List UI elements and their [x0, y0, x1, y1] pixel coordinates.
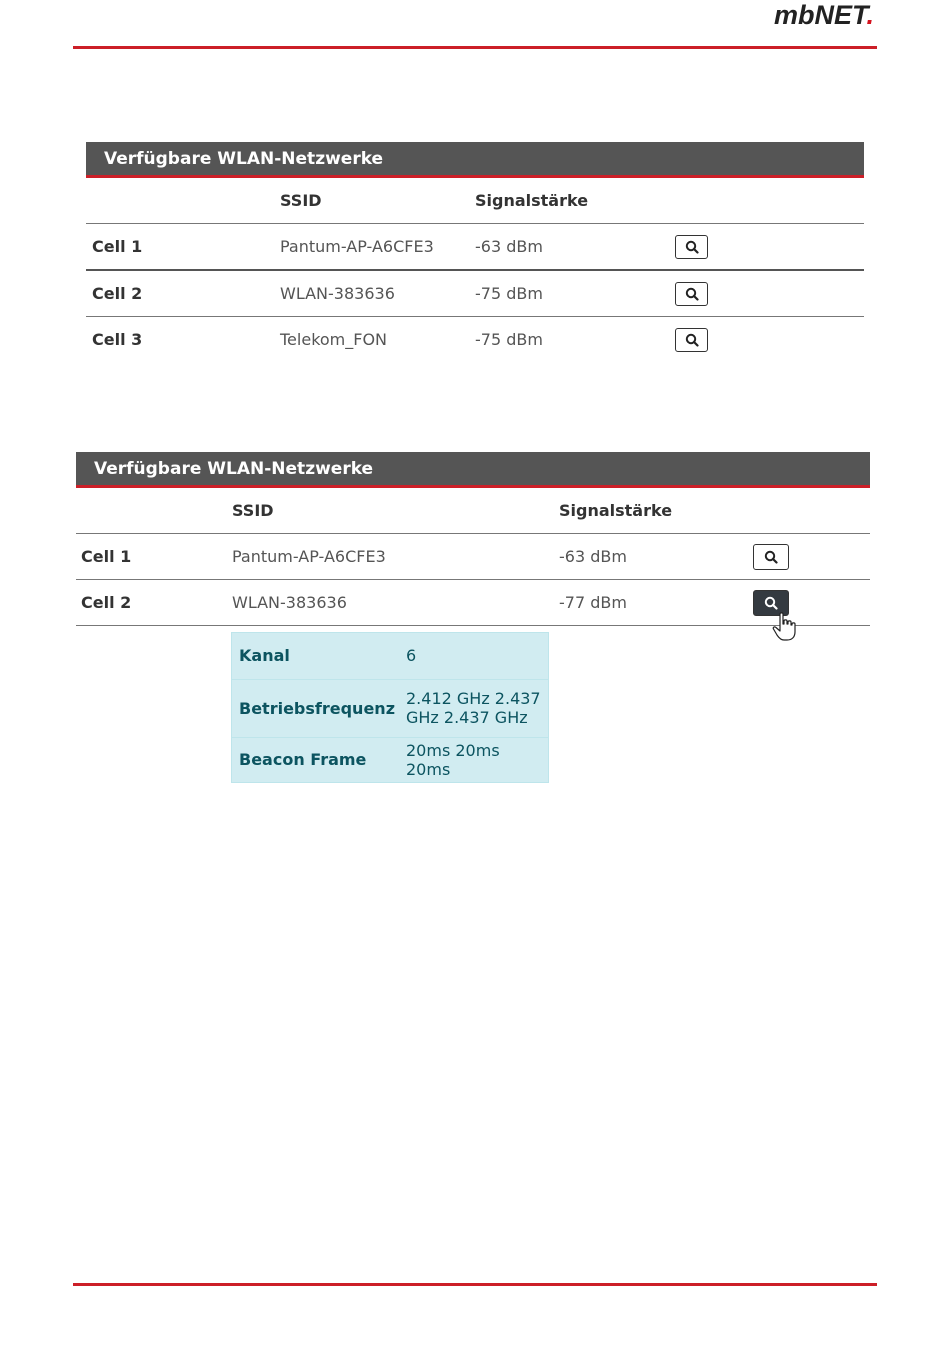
logo-text: mbNET	[773, 0, 867, 30]
footer-rule	[73, 1283, 877, 1286]
details-key: Beacon Frame	[232, 737, 402, 782]
ssid-value: WLAN-383636	[232, 580, 559, 626]
brand-logo	[774, 0, 874, 31]
column-header-cell	[76, 488, 232, 534]
ssid-value: Pantum-AP-A6CFE3	[232, 534, 559, 580]
details-value: 20ms 20ms 20ms	[402, 737, 548, 782]
table-row	[76, 534, 870, 580]
wlan-panel-1	[86, 142, 864, 362]
details-key: Betriebsfrequenz	[232, 679, 402, 737]
column-header-cell	[86, 178, 280, 224]
panel-1-title: Verfügbare WLAN-Netzwerke	[104, 148, 384, 169]
table-row	[86, 317, 864, 363]
details-value: 6	[406, 646, 417, 666]
column-header-signal: Signalstärke	[475, 191, 589, 210]
cell-name: Cell 2	[86, 270, 280, 317]
search-icon	[764, 550, 778, 564]
signal-value: -75 dBm	[475, 270, 670, 317]
hand-pointer-icon	[772, 612, 798, 642]
column-header-ssid: SSID	[280, 191, 322, 210]
details-button[interactable]	[753, 544, 789, 570]
column-header-signal: Signalstärke	[559, 501, 673, 520]
table-header-row	[86, 178, 864, 224]
wlan-table-1	[86, 178, 864, 362]
ssid-value: WLAN-383636	[280, 270, 475, 317]
signal-value: -63 dBm	[475, 224, 670, 271]
table-header-row	[76, 488, 870, 534]
cell-name: Cell 1	[86, 224, 280, 271]
table-row	[76, 580, 870, 626]
cell-name: Cell 2	[76, 580, 232, 626]
panel-2-title: Verfügbare WLAN-Netzwerke	[94, 458, 374, 479]
logo-dot: .	[866, 0, 874, 30]
details-row	[232, 737, 548, 782]
panel-2-header	[76, 452, 870, 488]
cell-name: Cell 1	[76, 534, 232, 580]
panel-1-header	[86, 142, 864, 178]
details-button[interactable]	[675, 235, 708, 259]
signal-value: -77 dBm	[559, 580, 748, 626]
wlan-table-2	[76, 488, 870, 626]
details-row	[232, 679, 548, 737]
details-button[interactable]	[675, 328, 708, 352]
ssid-value: Pantum-AP-A6CFE3	[280, 224, 475, 271]
wlan-panel-2	[76, 452, 870, 626]
signal-value: -75 dBm	[475, 317, 670, 363]
search-icon	[685, 287, 699, 301]
details-button[interactable]	[675, 282, 708, 306]
search-icon	[685, 333, 699, 347]
signal-value: -63 dBm	[559, 534, 748, 580]
search-icon	[685, 240, 699, 254]
details-value: 2.412 GHz 2.437 GHz 2.437 GHz	[402, 679, 548, 737]
table-row	[86, 224, 864, 271]
column-header-ssid: SSID	[232, 501, 274, 520]
details-key: Kanal	[239, 646, 290, 666]
ssid-value: Telekom_FON	[280, 317, 475, 363]
cell-name: Cell 3	[86, 317, 280, 363]
table-row	[86, 270, 864, 317]
details-row	[232, 633, 548, 679]
search-icon	[764, 596, 778, 610]
header-rule	[73, 46, 877, 49]
network-details-popup	[231, 632, 549, 783]
